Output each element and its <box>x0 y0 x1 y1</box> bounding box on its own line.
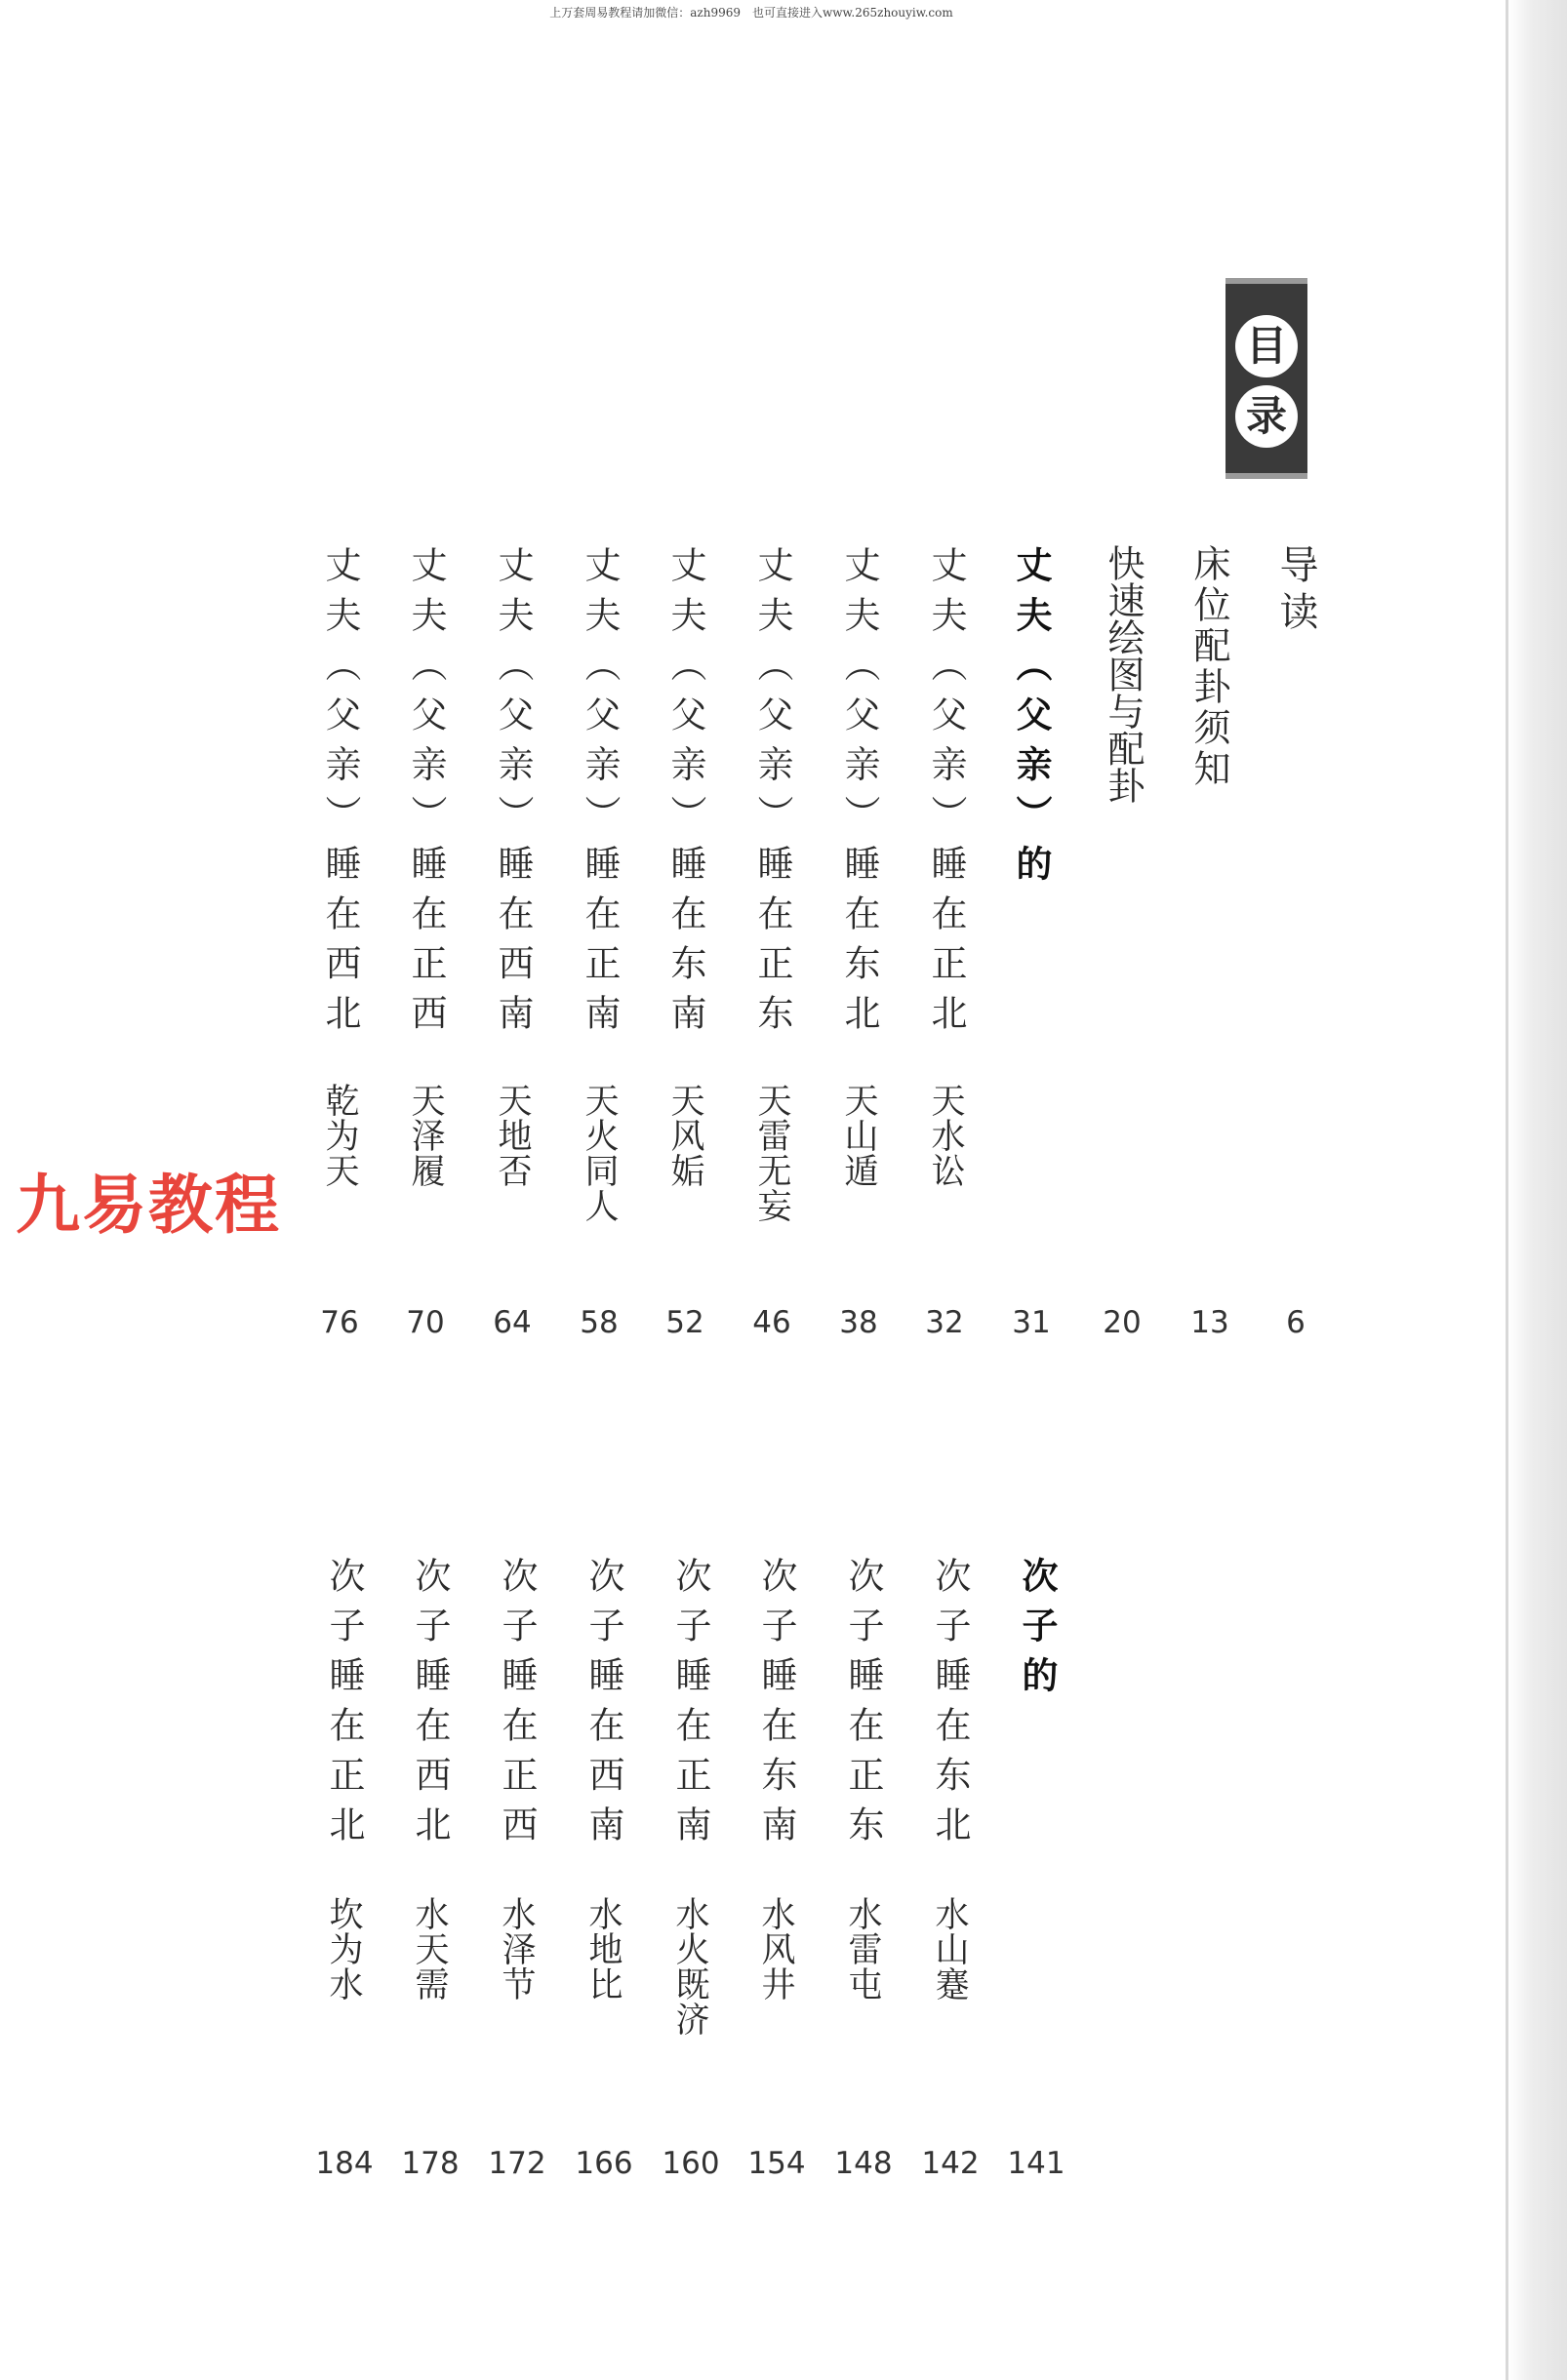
toc-entry-son-s-title[interactable]: 次子睡在正南 <box>669 1557 711 1855</box>
toc-entry-husband-ne-gua: 天山遁 <box>839 1083 878 1188</box>
toc-entry-husband-w-gua: 天泽履 <box>406 1083 445 1188</box>
toc-section-husband-page: 31 <box>1012 1305 1051 1340</box>
toc-entry-husband-nw-page: 76 <box>320 1305 359 1340</box>
toc-entry-son-se-title[interactable]: 次子睡在东南 <box>755 1557 797 1855</box>
toc-entry-husband-e-page: 46 <box>752 1305 791 1340</box>
toc-entry-son-nw-page: 178 <box>401 2146 460 2181</box>
toc-entry-husband-e-title[interactable]: 丈夫（父亲）睡在正东 <box>751 546 793 1044</box>
toc-entry-husband-se-gua: 天风姤 <box>665 1083 704 1188</box>
scan-page-edge <box>1506 0 1567 2380</box>
toc-entry-husband-n-page: 32 <box>925 1305 964 1340</box>
toc-entry-intro-page: 6 <box>1286 1305 1306 1340</box>
watermark-text: 九易教程 <box>16 1168 281 1243</box>
header-note <box>0 4 1503 20</box>
toc-entry-husband-se-title[interactable]: 丈夫（父亲）睡在东南 <box>664 546 706 1044</box>
toc-entry-bed-title[interactable]: 床位配卦须知 <box>1187 544 1230 790</box>
toc-entry-husband-n-gua: 天水讼 <box>926 1083 965 1188</box>
toc-entry-draw-title[interactable]: 快速绘图与配卦 <box>1102 544 1145 804</box>
toc-entry-son-sw-title[interactable]: 次子睡在西南 <box>583 1557 624 1855</box>
toc-entry-son-nw-title[interactable]: 次子睡在西北 <box>409 1557 451 1855</box>
toc-entry-husband-ne-page: 38 <box>839 1305 878 1340</box>
toc-entry-son-w-page: 172 <box>488 2146 546 2181</box>
toc-entry-husband-e-gua: 天雷无妄 <box>752 1083 791 1223</box>
toc-section-second-son-title[interactable]: 次子的 <box>1016 1557 1058 1706</box>
toc-section-second-son-page: 141 <box>1007 2146 1065 2181</box>
toc-section-husband-title[interactable]: 丈夫（父亲）的 <box>1010 546 1052 894</box>
toc-title-char-1: 目 <box>1235 315 1298 377</box>
toc-entry-son-n-page: 184 <box>315 2146 374 2181</box>
toc-entry-husband-sw-gua: 天地否 <box>493 1083 532 1188</box>
toc-entry-son-ne-title[interactable]: 次子睡在东北 <box>929 1557 971 1855</box>
toc-title-block <box>1225 278 1307 479</box>
toc-entry-draw-page: 20 <box>1103 1305 1142 1340</box>
toc-entry-son-sw-page: 166 <box>575 2146 633 2181</box>
toc-entry-husband-nw-title[interactable]: 丈夫（父亲）睡在西北 <box>319 546 361 1044</box>
toc-entry-husband-s-page: 58 <box>580 1305 619 1340</box>
toc-entry-son-w-title[interactable]: 次子睡在正西 <box>496 1557 538 1855</box>
toc-entry-son-se-gua: 水风井 <box>756 1896 795 2002</box>
toc-entry-son-se-page: 154 <box>747 2146 806 2181</box>
toc-entry-husband-s-gua: 天火同人 <box>580 1083 619 1223</box>
toc-entry-husband-s-title[interactable]: 丈夫（父亲）睡在正南 <box>579 546 621 1044</box>
toc-title-char-2: 录 <box>1235 385 1298 448</box>
toc-entry-husband-w-page: 70 <box>406 1305 445 1340</box>
toc-entry-son-ne-page: 142 <box>921 2146 980 2181</box>
toc-entry-son-nw-gua: 水天需 <box>410 1896 449 2002</box>
toc-entry-son-n-title[interactable]: 次子睡在正北 <box>323 1557 365 1855</box>
toc-entry-bed-page: 13 <box>1190 1305 1229 1340</box>
toc-entry-son-s-gua: 水火既济 <box>670 1896 709 2037</box>
toc-entry-son-sw-gua: 水地比 <box>583 1896 623 2002</box>
toc-entry-son-e-page: 148 <box>834 2146 893 2181</box>
toc-entry-husband-ne-title[interactable]: 丈夫（父亲）睡在东北 <box>838 546 880 1044</box>
toc-entry-husband-w-title[interactable]: 丈夫（父亲）睡在正西 <box>405 546 447 1044</box>
toc-entry-husband-nw-gua: 乾为天 <box>320 1083 359 1188</box>
toc-entry-son-ne-gua: 水山蹇 <box>930 1896 969 2002</box>
toc-entry-intro-title[interactable]: 导读 <box>1273 544 1318 638</box>
toc-entry-husband-sw-title[interactable]: 丈夫（父亲）睡在西南 <box>492 546 534 1044</box>
header-note-left: 上万套周易教程请加微信：azh9969 <box>549 6 742 20</box>
toc-entry-husband-se-page: 52 <box>665 1305 704 1340</box>
toc-entry-son-w-gua: 水泽节 <box>497 1896 536 2002</box>
toc-entry-son-n-gua: 坎为水 <box>324 1896 363 2002</box>
toc-entry-son-s-page: 160 <box>662 2146 720 2181</box>
toc-entry-son-e-title[interactable]: 次子睡在正东 <box>842 1557 884 1855</box>
toc-entry-husband-sw-page: 64 <box>493 1305 532 1340</box>
toc-entry-husband-n-title[interactable]: 丈夫（父亲）睡在正北 <box>925 546 967 1044</box>
toc-entry-son-e-gua: 水雷屯 <box>843 1896 882 2002</box>
header-note-right: 也可直接进入www.265zhouyiw.com <box>752 6 953 20</box>
